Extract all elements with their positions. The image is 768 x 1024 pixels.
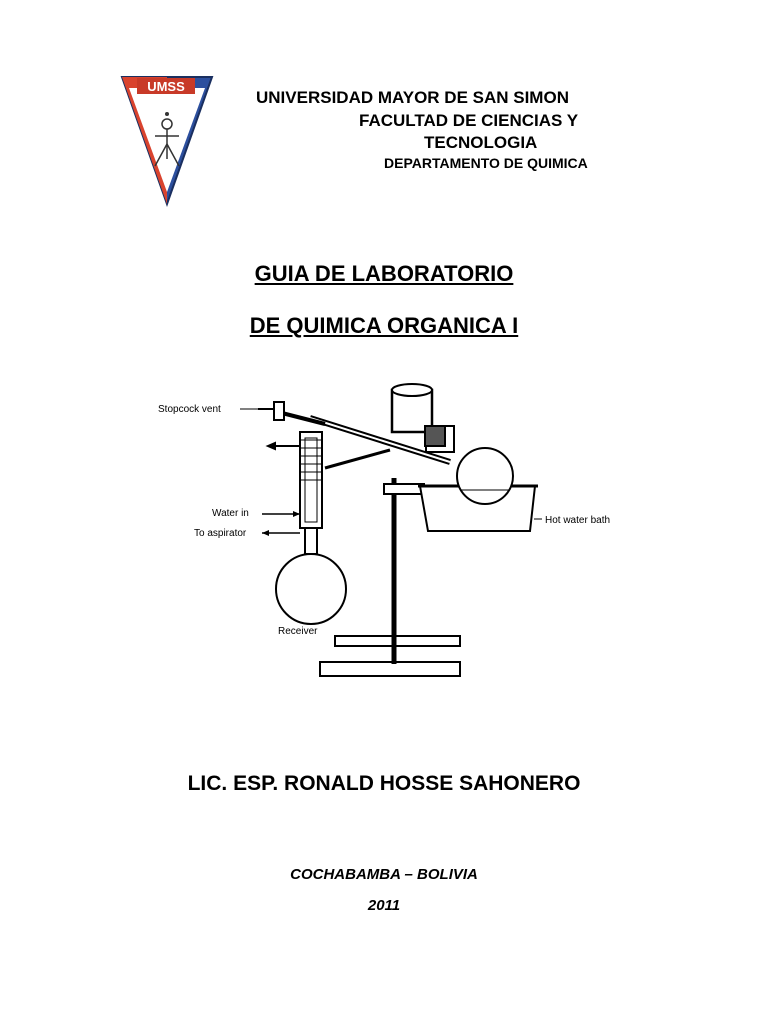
label-hot-water-bath: Hot water bath (545, 515, 611, 526)
place-name: COCHABAMBA – BOLIVIA (290, 866, 478, 883)
label-stopcock-vent: Stopcock vent (158, 404, 221, 415)
label-water-in: Water in (212, 508, 249, 519)
title-line2: DE QUIMICA ORGANICA I (249, 313, 519, 338)
rotary-evaporator-figure (150, 378, 640, 688)
university-name: UNIVERSIDAD MAYOR DE SAN SIMON (256, 88, 569, 107)
label-receiver: Receiver (278, 626, 318, 637)
faculty-line2: TECNOLOGIA (424, 133, 538, 152)
logo-text: UMSS (147, 79, 185, 94)
umss-logo (119, 74, 215, 208)
label-to-aspirator: To aspirator (194, 528, 247, 539)
faculty-line1: FACULTAD DE CIENCIAS Y (359, 111, 579, 130)
year: 2011 (367, 897, 401, 914)
author-name: LIC. ESP. RONALD HOSSE SAHONERO (187, 772, 581, 795)
department-name: DEPARTAMENTO DE QUIMICA (384, 155, 588, 171)
title-line1: GUIA DE LABORATORIO (254, 261, 514, 286)
